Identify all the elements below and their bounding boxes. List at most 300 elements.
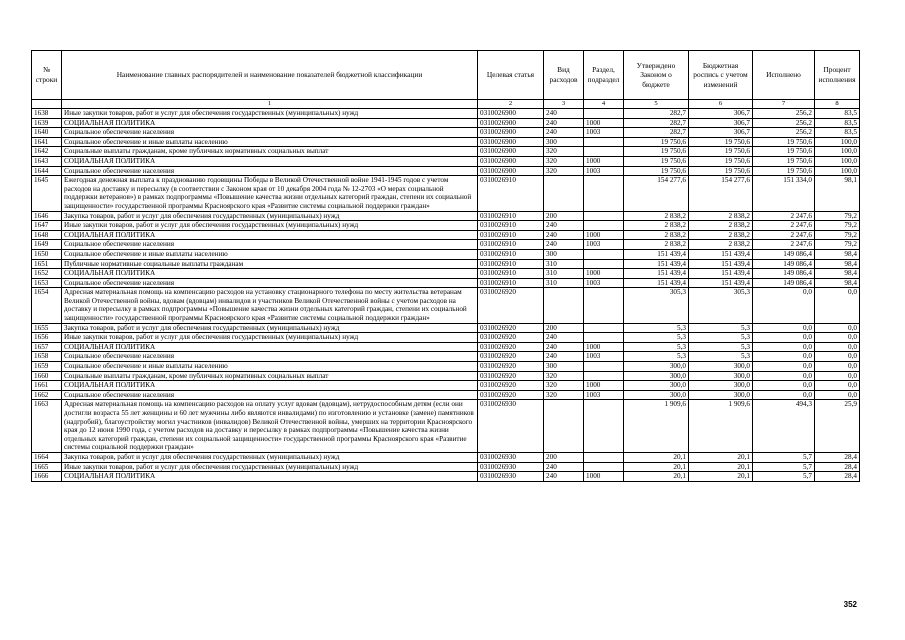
row-section: 1000 (584, 342, 624, 352)
row-expense-type: 240 (544, 221, 584, 231)
row-target-article: 0310026920 (478, 342, 544, 352)
row-name: Иные закупки товаров, работ и услуг для обеспечения государственных (муниципальных) нужд (62, 109, 478, 119)
row-approved: 5,3 (624, 352, 689, 362)
row-approved: 19 750,6 (624, 156, 689, 166)
row-approved: 151 439,4 (624, 269, 689, 279)
row-budget-list: 19 750,6 (689, 147, 753, 157)
row-budget-list: 154 277,6 (689, 176, 753, 211)
row-executed: 5,7 (753, 472, 815, 482)
table-row (32, 288, 860, 323)
row-expense-type: 240 (544, 333, 584, 343)
budget-document (31, 50, 860, 482)
table-row (32, 342, 860, 352)
row-name: Ежегодная денежная выплата к празднованию годовщины Победы в Великой Отечественной войне 1941-1945 годов с учетом расходов на доставку и пересылку (в соответствии с Законом края от 10 декабря 2004 года № 12-2703 «О мерах социальной поддержки ветеранов») в рамках подпрограммы «Повышение качества жизни отдельных категорий граждан, степени их социальной защищенности» государственной программы Красноярского края «Развитие системы социальной поддержки граждан» (62, 176, 478, 211)
row-expense-type (544, 176, 584, 211)
column-number: 5 (624, 100, 689, 109)
header-row (32, 51, 860, 100)
row-budget-list: 151 439,4 (689, 278, 753, 288)
table-row (32, 118, 860, 128)
row-percent: 83,5 (815, 118, 860, 128)
table-row (32, 390, 860, 400)
row-approved: 2 838,2 (624, 211, 689, 221)
row-section: 1000 (584, 472, 624, 482)
row-section (584, 333, 624, 343)
row-number: 1642 (32, 147, 62, 157)
row-name: Адресная материальная помощь на компенсацию расходов на установку стационарного телефона по месту жительства ветеранам Великой Отечественной войны, вдовам (вдовцам) инвалидов и участников Великой Отечественной войны с учетом расходов на доставку и пересылку в рамках подпрограммы «Повышение качества жизни отдельных категорий граждан, степени их социальной защищенности» государственной программы Красноярского края «Развитие системы социальной поддержки граждан» (62, 288, 478, 323)
row-budget-list: 5,3 (689, 352, 753, 362)
row-budget-list: 19 750,6 (689, 156, 753, 166)
header-budget-list: Бюджетная роспись с учетом изменений (689, 51, 753, 100)
row-approved: 282,7 (624, 128, 689, 138)
row-budget-list: 300,0 (689, 362, 753, 372)
table-row (32, 211, 860, 221)
column-number (32, 100, 62, 109)
row-executed: 0,0 (753, 352, 815, 362)
row-budget-list: 305,3 (689, 288, 753, 323)
column-number: 6 (689, 100, 753, 109)
row-budget-list: 306,7 (689, 109, 753, 119)
row-section (584, 249, 624, 259)
row-approved: 151 439,4 (624, 259, 689, 269)
row-name: СОЦИАЛЬНАЯ ПОЛИТИКА (62, 342, 478, 352)
row-percent: 0,0 (815, 323, 860, 333)
row-budget-list: 2 838,2 (689, 211, 753, 221)
row-name: Адресная материальная помощь на компенсацию расходов на оплату услуг вдовам (вдовцам), нетрудоспособным детям (если они достигли возраста 55 лет женщины и 60 лет мужчины либо являются инвалидами) по изготовлению и установке (замене) памятников (надгробий), благоустройству могил участников (инвалидов) Великой Отечественной войны, умерших на территории Красноярского края до 12 июня 1990 года, с учетом расходов на доставку и пересылку в рамках подпрограммы «Повышение качества жизни отдельных категорий граждан, степени их социальной защищенности» государственной программы Красноярского края «Развитие системы социальной поддержки граждан» (62, 400, 478, 453)
row-name: Социальные выплаты гражданам, кроме публичных нормативных социальных выплат (62, 147, 478, 157)
row-number: 1640 (32, 128, 62, 138)
row-budget-list: 19 750,6 (689, 166, 753, 176)
row-number: 1638 (32, 109, 62, 119)
row-budget-list: 151 439,4 (689, 269, 753, 279)
row-number: 1664 (32, 452, 62, 462)
row-target-article: 0310026910 (478, 278, 544, 288)
table-row (32, 462, 860, 472)
row-number: 1656 (32, 333, 62, 343)
row-percent: 25,9 (815, 400, 860, 453)
row-approved: 5,3 (624, 342, 689, 352)
row-target-article: 0310026910 (478, 269, 544, 279)
row-expense-type: 240 (544, 118, 584, 128)
row-executed: 2 247,6 (753, 211, 815, 221)
row-name: Иные закупки товаров, работ и услуг для обеспечения государственных (муниципальных) нужд (62, 221, 478, 231)
row-budget-list: 151 439,4 (689, 259, 753, 269)
row-target-article: 0310026910 (478, 230, 544, 240)
table-row (32, 137, 860, 147)
row-approved: 300,0 (624, 371, 689, 381)
row-expense-type: 320 (544, 156, 584, 166)
row-executed: 5,7 (753, 452, 815, 462)
row-name: Социальное обеспечение населения (62, 278, 478, 288)
row-target-article: 0310026910 (478, 211, 544, 221)
header-approved: Утверждено Законом о бюджете (624, 51, 689, 100)
row-target-article: 0310026920 (478, 390, 544, 400)
row-name: Социальное обеспечение и иные выплаты населению (62, 137, 478, 147)
row-expense-type: 200 (544, 323, 584, 333)
row-number: 1645 (32, 176, 62, 211)
row-budget-list: 20,1 (689, 462, 753, 472)
row-executed: 256,2 (753, 118, 815, 128)
row-number: 1661 (32, 381, 62, 391)
row-percent: 28,4 (815, 472, 860, 482)
row-executed: 19 750,6 (753, 166, 815, 176)
row-expense-type: 240 (544, 462, 584, 472)
row-percent: 98,4 (815, 269, 860, 279)
row-section (584, 147, 624, 157)
row-number: 1657 (32, 342, 62, 352)
row-executed: 0,0 (753, 390, 815, 400)
row-percent: 0,0 (815, 371, 860, 381)
row-name: Социальное обеспечение и иные выплаты населению (62, 249, 478, 259)
row-approved: 300,0 (624, 362, 689, 372)
row-approved: 2 838,2 (624, 230, 689, 240)
row-executed: 149 086,4 (753, 249, 815, 259)
row-approved: 19 750,6 (624, 137, 689, 147)
table-row (32, 109, 860, 119)
row-number: 1652 (32, 269, 62, 279)
row-approved: 151 439,4 (624, 278, 689, 288)
row-executed: 256,2 (753, 128, 815, 138)
row-name: Социальное обеспечение населения (62, 240, 478, 250)
row-section (584, 288, 624, 323)
row-expense-type: 320 (544, 147, 584, 157)
table-row (32, 333, 860, 343)
row-name: СОЦИАЛЬНАЯ ПОЛИТИКА (62, 269, 478, 279)
row-number: 1650 (32, 249, 62, 259)
row-expense-type: 320 (544, 381, 584, 391)
row-approved: 300,0 (624, 381, 689, 391)
row-executed: 2 247,6 (753, 240, 815, 250)
row-number: 1663 (32, 400, 62, 453)
row-executed: 149 086,4 (753, 259, 815, 269)
row-expense-type: 200 (544, 452, 584, 462)
row-section: 1000 (584, 118, 624, 128)
row-expense-type: 200 (544, 211, 584, 221)
row-target-article: 0310026920 (478, 288, 544, 323)
row-percent: 98,4 (815, 259, 860, 269)
row-percent: 98,4 (815, 249, 860, 259)
row-executed: 19 750,6 (753, 137, 815, 147)
row-expense-type (544, 288, 584, 323)
row-expense-type: 320 (544, 371, 584, 381)
row-approved: 282,7 (624, 109, 689, 119)
row-number: 1646 (32, 211, 62, 221)
header-section: Раздел, подраздел (584, 51, 624, 100)
row-expense-type: 240 (544, 342, 584, 352)
row-expense-type: 310 (544, 269, 584, 279)
row-budget-list: 1 909,6 (689, 400, 753, 453)
row-target-article: 0310026930 (478, 472, 544, 482)
table-row (32, 323, 860, 333)
row-target-article: 0310026900 (478, 156, 544, 166)
row-percent: 0,0 (815, 333, 860, 343)
row-number: 1665 (32, 462, 62, 472)
row-name: СОЦИАЛЬНАЯ ПОЛИТИКА (62, 472, 478, 482)
row-executed: 149 086,4 (753, 278, 815, 288)
row-budget-list: 5,3 (689, 342, 753, 352)
row-percent: 98,4 (815, 278, 860, 288)
row-target-article: 0310026900 (478, 166, 544, 176)
table-row (32, 400, 860, 453)
row-executed: 0,0 (753, 362, 815, 372)
row-executed: 494,3 (753, 400, 815, 453)
row-section (584, 400, 624, 453)
row-name: СОЦИАЛЬНАЯ ПОЛИТИКА (62, 118, 478, 128)
row-executed: 0,0 (753, 288, 815, 323)
row-target-article: 0310026900 (478, 128, 544, 138)
row-section: 1000 (584, 381, 624, 391)
row-expense-type: 240 (544, 109, 584, 119)
row-percent: 28,4 (815, 452, 860, 462)
budget-table (31, 50, 860, 482)
row-number: 1654 (32, 288, 62, 323)
column-number: 1 (62, 100, 478, 109)
row-executed: 5,7 (753, 462, 815, 472)
row-percent: 83,5 (815, 128, 860, 138)
column-number: 8 (815, 100, 860, 109)
row-percent: 79,2 (815, 230, 860, 240)
row-name: СОЦИАЛЬНАЯ ПОЛИТИКА (62, 156, 478, 166)
row-section: 1003 (584, 278, 624, 288)
row-target-article: 0310026910 (478, 240, 544, 250)
row-executed: 151 334,0 (753, 176, 815, 211)
table-row (32, 128, 860, 138)
row-budget-list: 5,3 (689, 323, 753, 333)
row-executed: 0,0 (753, 342, 815, 352)
row-target-article: 0310026910 (478, 249, 544, 259)
row-expense-type: 300 (544, 249, 584, 259)
row-executed: 0,0 (753, 371, 815, 381)
row-target-article: 0310026930 (478, 400, 544, 453)
table-body (32, 109, 860, 482)
row-percent: 98,1 (815, 176, 860, 211)
row-budget-list: 2 838,2 (689, 240, 753, 250)
row-number: 1651 (32, 259, 62, 269)
row-percent: 0,0 (815, 362, 860, 372)
row-number: 1659 (32, 362, 62, 372)
table-row (32, 259, 860, 269)
row-number: 1648 (32, 230, 62, 240)
row-target-article: 0310026920 (478, 362, 544, 372)
row-percent: 0,0 (815, 342, 860, 352)
row-section (584, 211, 624, 221)
row-approved: 5,3 (624, 323, 689, 333)
row-name: Социальное обеспечение населения (62, 352, 478, 362)
table-row (32, 221, 860, 231)
row-name: Публичные нормативные социальные выплаты гражданам (62, 259, 478, 269)
table-row (32, 352, 860, 362)
row-section (584, 109, 624, 119)
row-target-article: 0310026920 (478, 371, 544, 381)
row-section (584, 362, 624, 372)
row-number: 1658 (32, 352, 62, 362)
row-percent: 79,2 (815, 221, 860, 231)
row-section: 1003 (584, 390, 624, 400)
column-number: 7 (753, 100, 815, 109)
row-expense-type (544, 400, 584, 453)
row-name: СОЦИАЛЬНАЯ ПОЛИТИКА (62, 381, 478, 391)
row-target-article: 0310026900 (478, 137, 544, 147)
row-section: 1003 (584, 240, 624, 250)
row-percent: 0,0 (815, 381, 860, 391)
row-section (584, 259, 624, 269)
row-approved: 305,3 (624, 288, 689, 323)
row-name: Социальные выплаты гражданам, кроме публичных нормативных социальных выплат (62, 371, 478, 381)
table-row (32, 362, 860, 372)
row-budget-list: 20,1 (689, 452, 753, 462)
row-target-article: 0310026920 (478, 381, 544, 391)
table-row (32, 381, 860, 391)
row-number: 1649 (32, 240, 62, 250)
row-expense-type: 240 (544, 230, 584, 240)
row-section: 1000 (584, 156, 624, 166)
row-section (584, 371, 624, 381)
column-number: 3 (544, 100, 584, 109)
row-executed: 256,2 (753, 109, 815, 119)
table-row (32, 472, 860, 482)
row-approved: 1 909,6 (624, 400, 689, 453)
row-number: 1644 (32, 166, 62, 176)
row-target-article: 0310026930 (478, 462, 544, 472)
row-number: 1641 (32, 137, 62, 147)
header-executed: Исполнено (753, 51, 815, 100)
header-percent: Процент исполнения (815, 51, 860, 100)
table-row (32, 249, 860, 259)
row-number: 1655 (32, 323, 62, 333)
row-name: Социальное обеспечение и иные выплаты населению (62, 362, 478, 372)
row-name: Закупка товаров, работ и услуг для обеспечения государственных (муниципальных) нужд (62, 452, 478, 462)
row-budget-list: 306,7 (689, 128, 753, 138)
row-expense-type: 320 (544, 390, 584, 400)
row-percent: 0,0 (815, 352, 860, 362)
row-budget-list: 2 838,2 (689, 230, 753, 240)
column-number: 4 (584, 100, 624, 109)
row-target-article: 0310026900 (478, 147, 544, 157)
row-approved: 282,7 (624, 118, 689, 128)
row-number: 1647 (32, 221, 62, 231)
row-name: Социальное обеспечение населения (62, 390, 478, 400)
row-target-article: 0310026920 (478, 323, 544, 333)
row-percent: 100,0 (815, 137, 860, 147)
row-percent: 79,2 (815, 240, 860, 250)
table-row (32, 371, 860, 381)
row-section (584, 323, 624, 333)
row-percent: 100,0 (815, 147, 860, 157)
row-budget-list: 151 439,4 (689, 249, 753, 259)
row-expense-type: 310 (544, 278, 584, 288)
row-executed: 0,0 (753, 381, 815, 391)
row-name: Социальное обеспечение населения (62, 128, 478, 138)
row-approved: 300,0 (624, 390, 689, 400)
row-budget-list: 300,0 (689, 390, 753, 400)
row-percent: 83,5 (815, 109, 860, 119)
row-number: 1643 (32, 156, 62, 166)
row-executed: 2 247,6 (753, 230, 815, 240)
row-executed: 2 247,6 (753, 221, 815, 231)
header-name: Наименование главных распорядителей и наименование показателей бюджетной классификации (62, 51, 478, 100)
row-expense-type: 300 (544, 362, 584, 372)
row-budget-list: 300,0 (689, 371, 753, 381)
row-name: Иные закупки товаров, работ и услуг для обеспечения государственных (муниципальных) нужд (62, 333, 478, 343)
row-executed: 0,0 (753, 323, 815, 333)
row-name: Закупка товаров, работ и услуг для обеспечения государственных (муниципальных) нужд (62, 323, 478, 333)
row-expense-type: 310 (544, 259, 584, 269)
row-section: 1003 (584, 128, 624, 138)
row-section: 1003 (584, 166, 624, 176)
table-row (32, 230, 860, 240)
row-number: 1666 (32, 472, 62, 482)
row-name: Социальное обеспечение населения (62, 166, 478, 176)
row-budget-list: 19 750,6 (689, 137, 753, 147)
row-number: 1662 (32, 390, 62, 400)
row-section (584, 452, 624, 462)
row-percent: 100,0 (815, 166, 860, 176)
row-target-article: 0310026930 (478, 452, 544, 462)
row-executed: 0,0 (753, 333, 815, 343)
row-expense-type: 240 (544, 128, 584, 138)
row-executed: 19 750,6 (753, 156, 815, 166)
row-percent: 79,2 (815, 211, 860, 221)
row-number: 1639 (32, 118, 62, 128)
column-number: 2 (478, 100, 544, 109)
row-approved: 19 750,6 (624, 166, 689, 176)
row-approved: 20,1 (624, 472, 689, 482)
row-target-article: 0310026920 (478, 333, 544, 343)
row-percent: 0,0 (815, 390, 860, 400)
row-target-article: 0310026910 (478, 176, 544, 211)
row-target-article: 0310026920 (478, 352, 544, 362)
row-approved: 19 750,6 (624, 147, 689, 157)
row-number: 1660 (32, 371, 62, 381)
row-budget-list: 5,3 (689, 333, 753, 343)
row-section: 1000 (584, 230, 624, 240)
table-row (32, 269, 860, 279)
header-expense-type: Вид расходов (544, 51, 584, 100)
row-approved: 151 439,4 (624, 249, 689, 259)
table-row (32, 278, 860, 288)
row-approved: 2 838,2 (624, 240, 689, 250)
table-row (32, 166, 860, 176)
table-row (32, 156, 860, 166)
row-percent: 100,0 (815, 156, 860, 166)
row-budget-list: 306,7 (689, 118, 753, 128)
row-name: Закупка товаров, работ и услуг для обеспечения государственных (муниципальных) нужд (62, 211, 478, 221)
table-row (32, 240, 860, 250)
row-budget-list: 2 838,2 (689, 221, 753, 231)
table-row (32, 176, 860, 211)
row-approved: 5,3 (624, 333, 689, 343)
row-expense-type: 240 (544, 472, 584, 482)
page-number: 352 (843, 600, 857, 609)
row-budget-list: 20,1 (689, 472, 753, 482)
row-expense-type: 240 (544, 352, 584, 362)
row-expense-type: 240 (544, 240, 584, 250)
row-percent: 0,0 (815, 288, 860, 323)
row-name: СОЦИАЛЬНАЯ ПОЛИТИКА (62, 230, 478, 240)
row-section (584, 221, 624, 231)
row-expense-type: 300 (544, 137, 584, 147)
row-target-article: 0310026910 (478, 221, 544, 231)
row-approved: 20,1 (624, 462, 689, 472)
row-section (584, 176, 624, 211)
row-target-article: 0310026900 (478, 109, 544, 119)
row-name: Иные закупки товаров, работ и услуг для обеспечения государственных (муниципальных) нужд (62, 462, 478, 472)
row-target-article: 0310026910 (478, 259, 544, 269)
table-row (32, 147, 860, 157)
row-section (584, 462, 624, 472)
table-row (32, 452, 860, 462)
row-expense-type: 320 (544, 166, 584, 176)
row-section: 1000 (584, 269, 624, 279)
